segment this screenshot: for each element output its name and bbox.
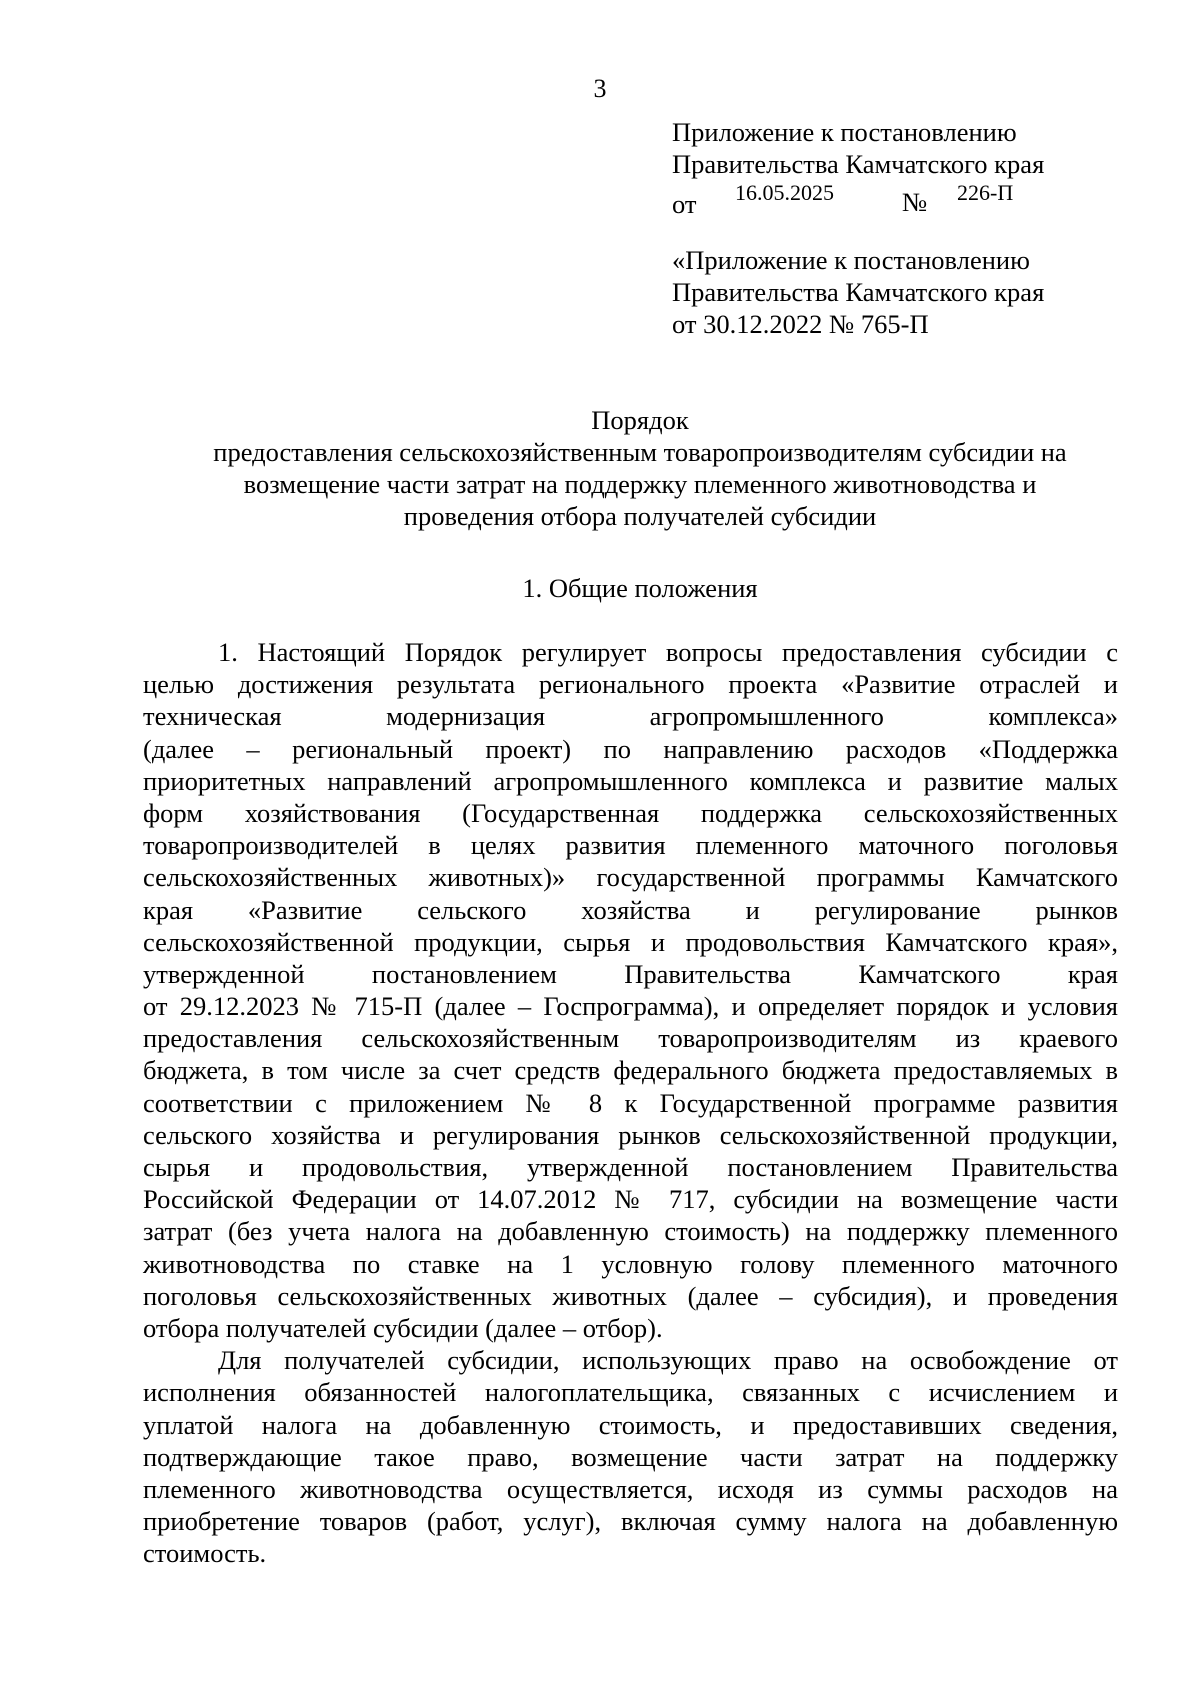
paragraph-line: соответствии с приложением № 8 к Государственной программе развития (143, 1087, 1118, 1118)
paragraph-line: целью достижения результата регионального проекта «Развитие отраслей и (143, 669, 1118, 700)
body-text (143, 636, 1118, 1569)
paragraph-line: приоритетных направлений агропромышленного комплекса и развитие малых (143, 765, 1118, 796)
paragraph-line: отбора получателей субсидии (далее – отбор). (143, 1312, 663, 1343)
paragraph-line: предоставления сельскохозяйственным товаропроизводителям из краевого (143, 1023, 1118, 1054)
paragraph (143, 636, 1118, 1344)
paragraph-line: приобретение товаров (работ, услуг), включая сумму налога на добавленную (143, 1506, 1118, 1537)
document-title (140, 404, 1140, 532)
title-line: возмещение части затрат на поддержку племенного животноводства и (243, 469, 1037, 499)
resolution-number: 226-П (957, 180, 1014, 205)
page-number: 3 (593, 74, 607, 103)
previous-annex-line: Правительства Камчатского края (672, 277, 1045, 307)
paragraph-line: исполнения обязанностей налогоплательщика, связанных с исчислением и (143, 1377, 1118, 1408)
paragraph-line: форм хозяйствования (Государственная поддержка сельскохозяйственных (143, 797, 1118, 828)
paragraph (143, 1344, 1118, 1569)
previous-annex-line: от 30.12.2022 № 765-П (672, 309, 929, 339)
paragraph-line: товаропроизводителей в целях развития племенного маточного поголовья (143, 830, 1118, 861)
paragraph-line: сельского хозяйства и регулирования рынков сельскохозяйственной продукции, (143, 1119, 1118, 1150)
paragraph-line: 1. Настоящий Порядок регулирует вопросы предоставления субсидии с (218, 637, 1118, 667)
number-sign: № (902, 187, 928, 217)
paragraph-line: подтверждающие такое право, возмещение части затрат на поддержку (143, 1441, 1118, 1472)
date-prefix: от (672, 189, 697, 219)
paragraph-line: уплатой налога на добавленную стоимость, и предоставивших сведения, (143, 1409, 1118, 1440)
paragraph-line: сырья и продовольствия, утвержденной постановлением Правительства (143, 1152, 1118, 1182)
section-heading: 1. Общие положения (522, 573, 758, 603)
paragraph-line: Для получателей субсидии, использующих право на освобождение от (218, 1345, 1118, 1376)
annex-header (672, 116, 1044, 180)
paragraph-line: стоимость. (143, 1538, 267, 1569)
paragraph-line: животноводства по ставке на 1 условную голову племенного маточного (143, 1248, 1118, 1279)
paragraph-line: (далее – региональный проект) по направлению расходов «Поддержка (143, 733, 1118, 764)
paragraph-line: поголовья сельскохозяйственных животных (далее – субсидия), и проведения (143, 1280, 1118, 1311)
paragraph-line: племенного животноводства осуществляется, исходя из суммы расходов на (143, 1473, 1118, 1504)
registration-line (672, 180, 1072, 219)
title-line: проведения отбора получателей субсидии (403, 501, 877, 531)
paragraph-line: сельскохозяйственной продукции, сырья и продовольствия Камчатского края», (143, 926, 1118, 957)
title-line: Порядок (591, 405, 689, 435)
previous-annex-header (672, 244, 1044, 340)
paragraph-line: от 29.12.2023 № 715-П (далее – Госпрограмма), и определяет порядок и условия (143, 991, 1118, 1022)
paragraph-line: бюджета, в том числе за счет средств федерального бюджета предоставляемых в (143, 1055, 1118, 1086)
paragraph-line: затрат (без учета налога на добавленную стоимость) на поддержку племенного (143, 1216, 1118, 1247)
paragraph-line: техническая модернизация агропромышленного комплекса» (143, 701, 1118, 732)
paragraph-line: утвержденной постановлением Правительства Камчатского края (143, 958, 1118, 989)
paragraph-line: края «Развитие сельского хозяйства и регулирование рынков (143, 894, 1118, 925)
resolution-date: 16.05.2025 (735, 180, 834, 205)
annex-header-line: Приложение к постановлению (672, 117, 1017, 147)
title-line: предоставления сельскохозяйственным товаропроизводителям субсидии на (213, 437, 1067, 467)
annex-header-line: Правительства Камчатского края (672, 149, 1045, 179)
previous-annex-line: «Приложение к постановлению (672, 245, 1030, 275)
paragraph-line: Российской Федерации от 14.07.2012 № 717, субсидии на возмещение части (143, 1184, 1118, 1215)
paragraph-line: сельскохозяйственных животных)» государственной программы Камчатского (143, 862, 1118, 893)
